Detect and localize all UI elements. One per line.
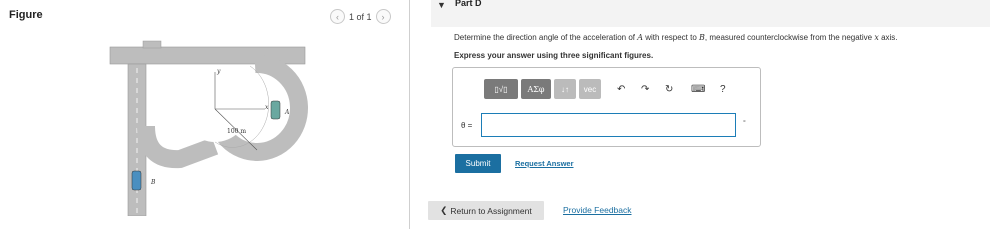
radius-label: 100 m <box>227 128 247 135</box>
redo-icon[interactable]: ↷ <box>641 84 650 95</box>
return-label: Return to Assignment <box>450 205 532 216</box>
part-title[interactable]: Part D <box>455 0 482 8</box>
panel-divider <box>409 0 410 229</box>
chevron-left-icon[interactable]: ‹ <box>330 9 345 24</box>
greek-button[interactable]: ΑΣφ <box>521 79 551 99</box>
degree-unit: ° <box>743 120 746 127</box>
undo-icon[interactable]: ↶ <box>617 84 626 95</box>
label-a: A <box>285 109 290 116</box>
submit-button[interactable]: Submit <box>455 154 501 173</box>
y-label: y <box>217 68 221 75</box>
keyboard-icon[interactable]: ⌨ <box>691 84 706 95</box>
figure-panel <box>0 0 409 229</box>
car-a <box>271 101 280 119</box>
theta-label: θ = <box>461 121 473 130</box>
car-b <box>132 171 141 190</box>
units-button[interactable]: vec <box>579 79 601 99</box>
chevron-right-icon[interactable]: › <box>376 9 391 24</box>
request-answer-link[interactable]: Request Answer <box>515 159 574 168</box>
label-b: B <box>151 179 156 186</box>
templates-button[interactable]: ▯√▯ <box>484 79 518 99</box>
road-stub <box>143 41 161 48</box>
question-text: Determine the direction angle of the acceleration of A with respect to B, measured counterclockwise from the negative x axis. <box>454 33 898 42</box>
pager-text: 1 of 1 <box>349 11 372 22</box>
vector-button[interactable]: ↓↑ <box>554 79 576 99</box>
road-diagram <box>105 36 310 216</box>
provide-feedback-link[interactable]: Provide Feedback <box>563 205 632 215</box>
collapse-caret-icon[interactable]: ▼ <box>437 0 446 10</box>
math-toolbar <box>484 79 601 99</box>
part-header[interactable] <box>431 0 990 27</box>
instruction-text: Express your answer using three significant figures. <box>454 51 654 60</box>
answer-input[interactable] <box>481 113 736 137</box>
x-label: x <box>265 104 269 111</box>
reset-icon[interactable]: ↻ <box>665 84 674 95</box>
help-icon[interactable]: ? <box>720 84 726 95</box>
chevron-left-icon: ❮ <box>440 205 448 215</box>
return-to-assignment-button[interactable] <box>428 201 544 220</box>
figure-title: Figure <box>9 9 43 21</box>
figure-pager <box>330 9 391 24</box>
